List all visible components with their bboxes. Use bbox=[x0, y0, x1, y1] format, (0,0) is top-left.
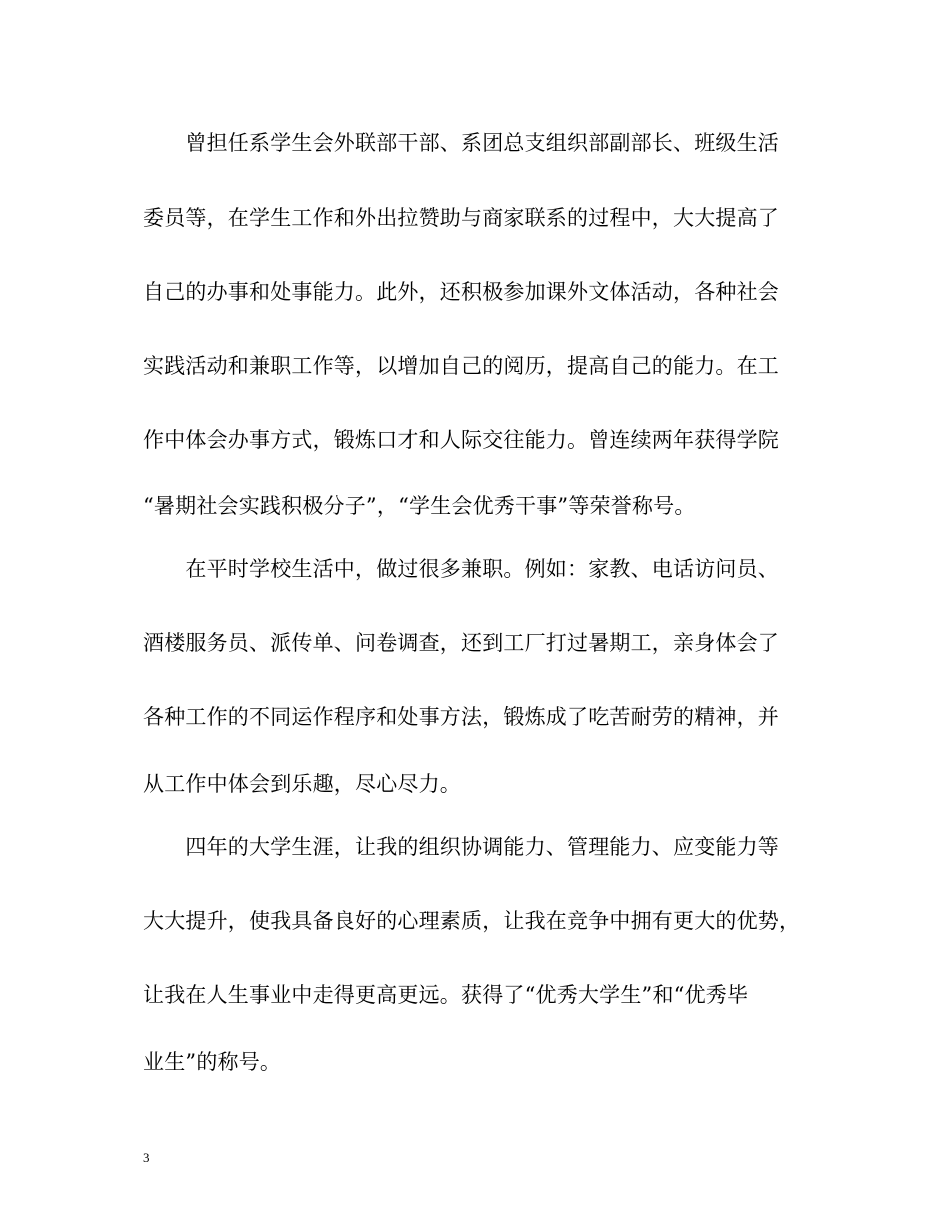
text-line-4: 实践活动和兼职工作等，以增加自己的阅历，提高自己的能力。在工 bbox=[143, 354, 779, 378]
text-line-11: 四年的大学生涯，让我的组织协调能力、管理能力、应变能力等 bbox=[143, 835, 779, 859]
text-line-8: 酒楼服务员、派传单、问卷调查，还到工厂打过暑期工，亲身体会了 bbox=[143, 631, 779, 655]
text-line-12: 大大提升，使我具备良好的心理素质，让我在竞争中拥有更大的优势， bbox=[143, 909, 801, 933]
page-number: 3 bbox=[143, 1150, 150, 1165]
text-line-1: 曾担任系学生会外联部干部、系团总支组织部副部长、班级生活 bbox=[143, 131, 779, 155]
text-line-3: 自己的办事和处事能力。此外，还积极参加课外文体活动，各种社会 bbox=[143, 280, 779, 304]
text-line-9: 各种工作的不同运作程序和处事方法，锻炼成了吃苦耐劳的精神，并 bbox=[143, 705, 779, 729]
text-line-14: 业生”的称号。 bbox=[143, 1050, 282, 1074]
text-line-7: 在平时学校生活中，做过很多兼职。例如：家教、电话访问员、 bbox=[143, 557, 779, 581]
text-line-5: 作中体会办事方式，锻炼口才和人际交往能力。曾连续两年获得学院 bbox=[143, 428, 779, 452]
text-line-10: 从工作中体会到乐趣，尽心尽力。 bbox=[143, 772, 461, 796]
text-line-6: “暑期社会实践积极分子”，“学生会优秀干事”等荣誉称号。 bbox=[143, 494, 696, 518]
text-line-13: 让我在人生事业中走得更高更远。获得了“优秀大学生”和“优秀毕 bbox=[143, 983, 749, 1007]
text-line-2: 委员等，在学生工作和外出拉赞助与商家联系的过程中，大大提高了 bbox=[143, 206, 779, 230]
